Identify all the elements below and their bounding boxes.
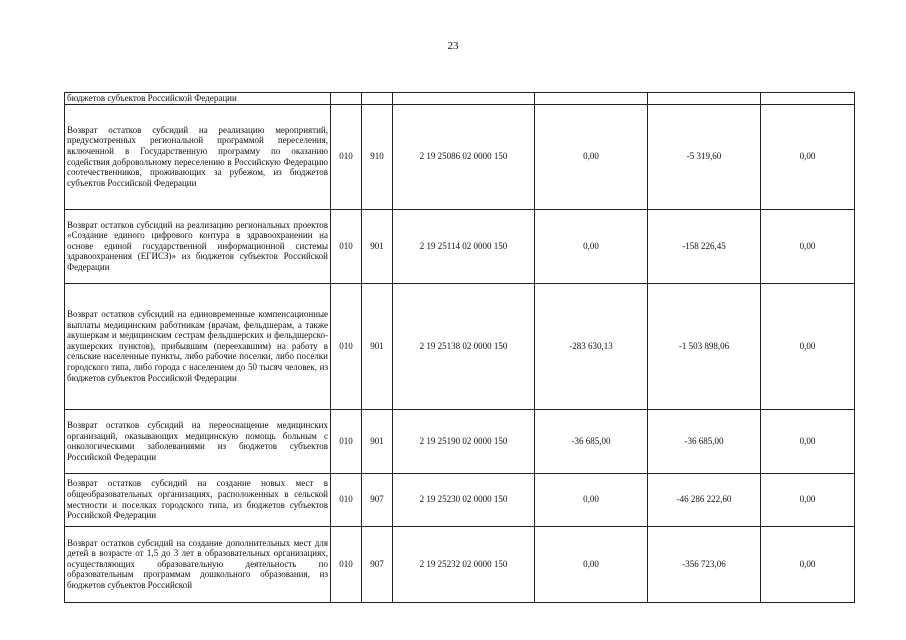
table-row bbox=[65, 93, 855, 105]
row-value-1: 0,00 bbox=[535, 473, 648, 526]
row-code-2: 901 bbox=[362, 209, 393, 283]
row-code-2 bbox=[362, 93, 393, 105]
row-description: Возврат остатков субсидий на реализацию региональных проектов «Создание единого цифрового контура в здравоохранении на основе единой государственной информационной системы здравоохранения (ЕГИСЗ)» из бюджетов субъектов Российской Федерации bbox=[65, 209, 331, 283]
row-description: Возврат остатков субсидий на создание новых мест в общеобразовательных организациях, расположенных в сельской местности и поселках городского типа, из бюджетов субъектов Российской Федерации bbox=[65, 473, 331, 526]
row-kbk: 2 19 25190 02 0000 150 bbox=[393, 409, 535, 473]
row-code-1: 010 bbox=[331, 409, 362, 473]
row-description: Возврат остатков субсидий на создание дополнительных мест для детей в возрасте от 1,5 до 3 лет в образовательных организациях, осуществляющих образовательную деятельность по образовательным программам дошкольного образования, из бюджетов субъектов Российской bbox=[65, 526, 331, 602]
row-value-3: 0,00 bbox=[761, 526, 855, 602]
row-description: Возврат остатков субсидий на единовременные компенсационные выплаты медицинским работникам (врачам, фельдшерам, а также акушеркам и медицинским сестрам фельдшерских и фельдшерско-акушерских пунктов), прибывшим (переехавшим) на работу в сельские населенные пункты, либо рабочие поселки, либо поселки городского типа, либо города с населением до 50 тысяч человек, из бюджетов субъектов Российской Федерации bbox=[65, 283, 331, 409]
row-value-1: -36 685,00 bbox=[535, 409, 648, 473]
row-value-1 bbox=[535, 93, 648, 105]
page-number: 23 bbox=[447, 40, 459, 52]
table-row bbox=[65, 104, 855, 209]
row-value-2: -158 226,45 bbox=[648, 209, 761, 283]
row-code-2: 901 bbox=[362, 283, 393, 409]
row-value-3: 0,00 bbox=[761, 409, 855, 473]
row-code-2: 901 bbox=[362, 409, 393, 473]
row-value-2: -46 286 222,60 bbox=[648, 473, 761, 526]
row-value-2: -5 319,60 bbox=[648, 104, 761, 209]
row-description: Возврат остатков субсидий на реализацию мероприятий, предусмотренных региональной программой переселения, включенной в Государственную программу по оказанию содействия добровольному переселению в Российскую Федерацию соотечественников, проживающих за рубежом, из бюджетов субъектов Российской Федерации bbox=[65, 104, 331, 209]
row-value-1: 0,00 bbox=[535, 104, 648, 209]
row-code-1: 010 bbox=[331, 209, 362, 283]
row-description: бюджетов субъектов Российской Федерации bbox=[65, 93, 331, 105]
table-row bbox=[65, 473, 855, 526]
row-value-2: -36 685,00 bbox=[648, 409, 761, 473]
table-row bbox=[65, 209, 855, 283]
row-value-3: 0,00 bbox=[761, 473, 855, 526]
row-kbk bbox=[393, 93, 535, 105]
row-code-2: 910 bbox=[362, 104, 393, 209]
budget-table bbox=[64, 92, 855, 603]
row-code-1: 010 bbox=[331, 526, 362, 602]
row-value-3: 0,00 bbox=[761, 209, 855, 283]
row-value-1: 0,00 bbox=[535, 209, 648, 283]
row-code-2: 907 bbox=[362, 473, 393, 526]
row-code-1: 010 bbox=[331, 473, 362, 526]
row-value-2 bbox=[648, 93, 761, 105]
table-row bbox=[65, 409, 855, 473]
row-value-1: -283 630,13 bbox=[535, 283, 648, 409]
row-kbk: 2 19 25114 02 0000 150 bbox=[393, 209, 535, 283]
table-row bbox=[65, 283, 855, 409]
row-value-3: 0,00 bbox=[761, 283, 855, 409]
row-kbk: 2 19 25230 02 0000 150 bbox=[393, 473, 535, 526]
row-code-2: 907 bbox=[362, 526, 393, 602]
row-value-2: -1 503 898,06 bbox=[648, 283, 761, 409]
row-kbk: 2 19 25138 02 0000 150 bbox=[393, 283, 535, 409]
row-kbk: 2 19 25232 02 0000 150 bbox=[393, 526, 535, 602]
row-value-3: 0,00 bbox=[761, 104, 855, 209]
row-code-1: 010 bbox=[331, 104, 362, 209]
row-value-1: 0,00 bbox=[535, 526, 648, 602]
row-code-1: 010 bbox=[331, 283, 362, 409]
row-kbk: 2 19 25086 02 0000 150 bbox=[393, 104, 535, 209]
row-value-3 bbox=[761, 93, 855, 105]
row-value-2: -356 723,06 bbox=[648, 526, 761, 602]
row-code-1 bbox=[331, 93, 362, 105]
table-row bbox=[65, 526, 855, 602]
row-description: Возврат остатков субсидий на переоснащение медицинских организаций, оказывающих медицинскую помощь больным с онкологическими заболеваниями из бюджетов субъектов Российской Федерации bbox=[65, 409, 331, 473]
